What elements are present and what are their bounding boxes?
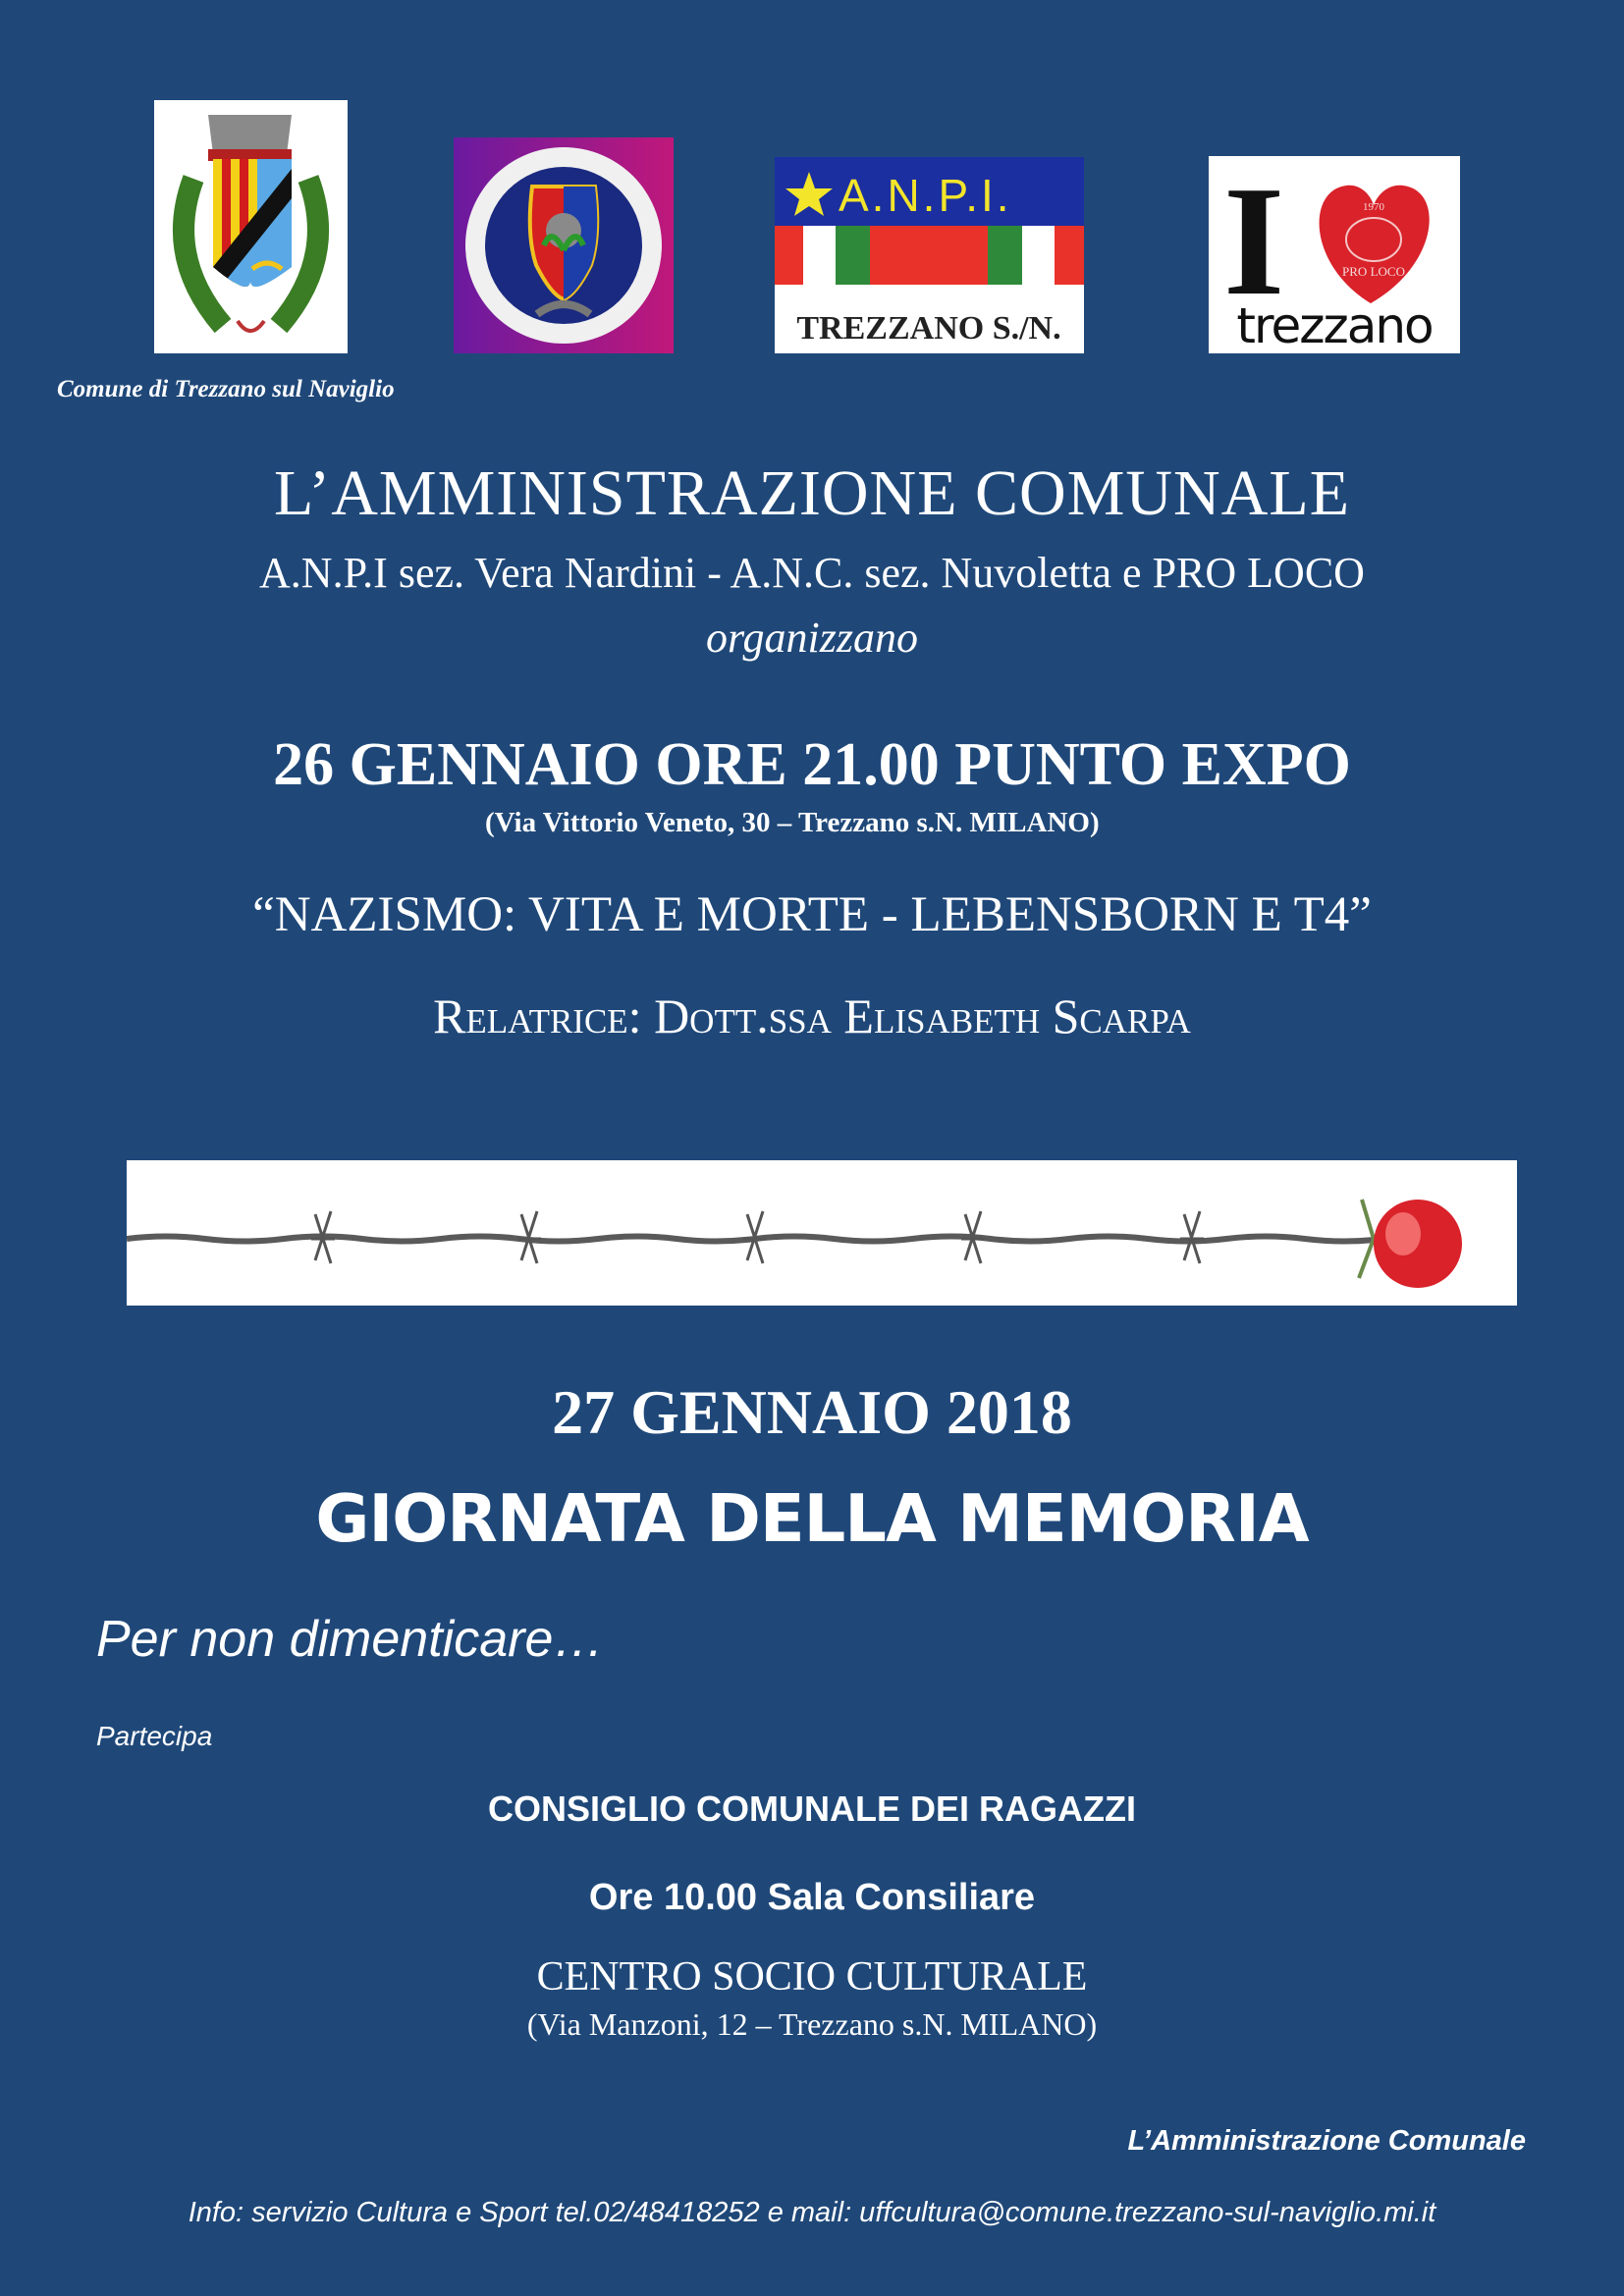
carabinieri-association-logo xyxy=(454,137,674,353)
participates-label: Partecipa xyxy=(96,1721,213,1751)
organizer-heading: L’AMMINISTRAZIONE COMUNALE xyxy=(273,457,1351,529)
coat-of-arms-icon xyxy=(154,100,348,353)
svg-text:PRO LOCO: PRO LOCO xyxy=(1342,264,1405,279)
svg-text:1970: 1970 xyxy=(1363,201,1384,213)
footer-info: Info: servizio Cultura e Sport tel.02/48418252 e mail: uffcultura@comune.trezzano-sul-naviglio.mi.it xyxy=(188,2197,1436,2228)
anpi-flag-icon xyxy=(775,157,1084,353)
svg-text:A.N.P.I.: A.N.P.I. xyxy=(839,170,1012,221)
footer-signature: L’Amministrazione Comunale xyxy=(1127,2125,1526,2157)
anpi-logo xyxy=(775,157,1084,353)
barbed-wire-rose-banner xyxy=(127,1160,1517,1306)
comune-coat-of-arms-logo xyxy=(154,100,348,353)
memorial-title: GIORNATA DELLA MEMORIA xyxy=(315,1480,1309,1557)
memorial-time-place: Ore 10.00 Sala Consiliare xyxy=(588,1877,1036,1918)
memorial-date: 27 GENNAIO 2018 xyxy=(552,1377,1072,1447)
barbed-wire-rose-icon xyxy=(127,1160,1517,1306)
event1-title: “NAZISMO: VITA E MORTE - LEBENSBORN E T4” xyxy=(252,887,1372,942)
svg-text:I: I xyxy=(1223,156,1285,328)
memorial-motto: Per non dimenticare… xyxy=(96,1611,605,1668)
pro-loco-logo xyxy=(1209,156,1460,353)
event1-speaker: Relatrice: Dott.ssa Elisabeth Scarpa xyxy=(433,988,1191,1043)
heart-icon xyxy=(1209,156,1460,353)
organize-verb: organizzano xyxy=(706,614,918,662)
svg-text:TREZZANO S./N.: TREZZANO S./N. xyxy=(796,310,1061,347)
carabinieri-badge-icon xyxy=(454,137,674,353)
partners-line: A.N.P.I sez. Vera Nardini - A.N.C. sez. Nuvoletta e PRO LOCO xyxy=(259,549,1365,597)
comune-caption: Comune di Trezzano sul Naviglio xyxy=(57,376,395,402)
participant-name: CONSIGLIO COMUNALE DEI RAGAZZI xyxy=(488,1789,1136,1829)
memorial-venue-address: (Via Manzoni, 12 – Trezzano s.N. MILANO) xyxy=(526,2006,1098,2042)
memorial-venue: CENTRO SOCIO CULTURALE xyxy=(536,1954,1088,2000)
event1-datetime-place: 26 GENNAIO ORE 21.00 PUNTO EXPO xyxy=(273,731,1351,798)
svg-text:trezzano: trezzano xyxy=(1236,297,1433,353)
event1-address: (Via Vittorio Veneto, 30 – Trezzano s.N. MILANO) xyxy=(485,807,1100,838)
